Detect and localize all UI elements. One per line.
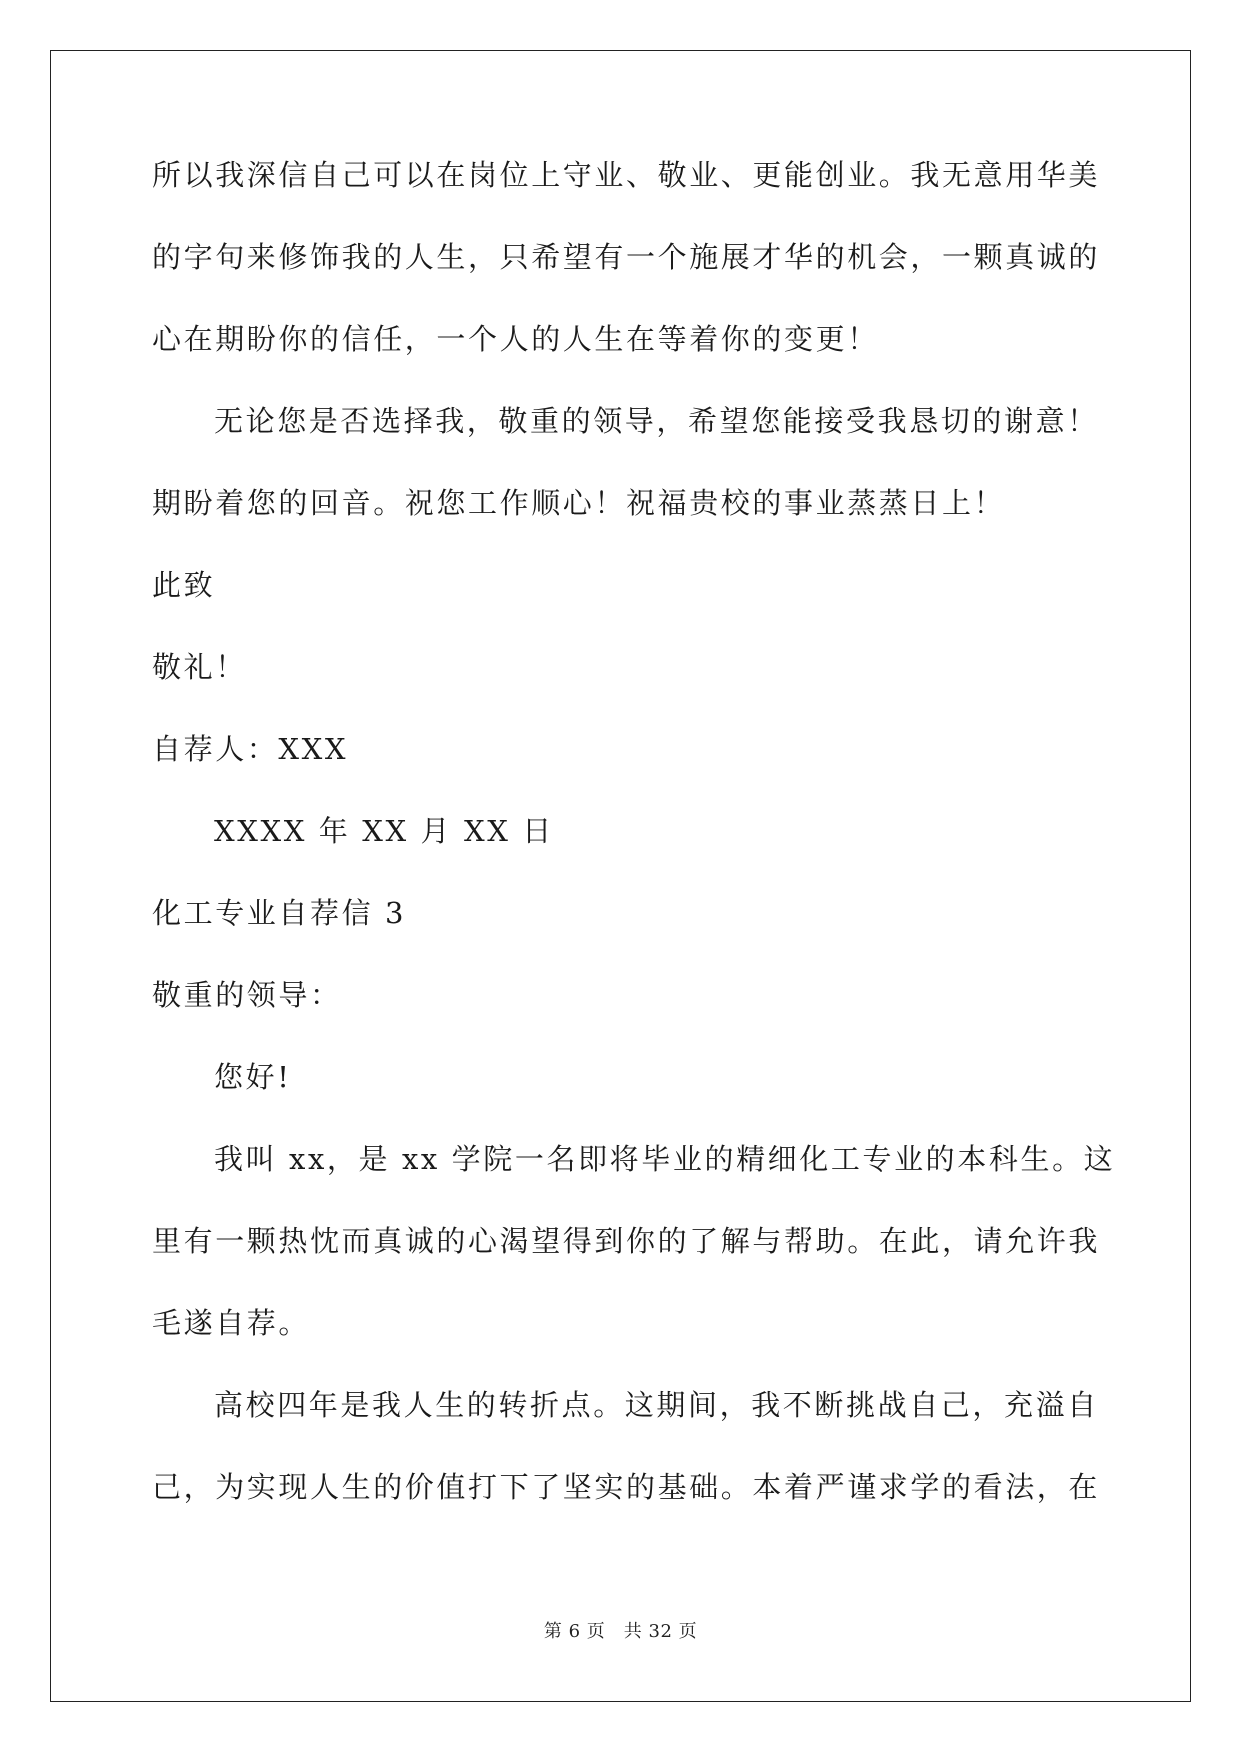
- text-line: 里有一颗热忱而真诚的心渴望得到你的了解与帮助。在此，请允许我: [152, 1224, 1101, 1258]
- text-line: 毛遂自荐。: [152, 1306, 311, 1340]
- signature-name: 自荐人：XXX: [152, 732, 349, 766]
- page-number: 第 6 页 共 32 页: [543, 1621, 698, 1642]
- closing-salutation: 此致: [152, 568, 216, 602]
- text-line: 的字句来修饰我的人生，只希望有一个施展才华的机会，一颗真诚的: [152, 240, 1101, 274]
- document-body: [152, 158, 1116, 1554]
- text-line: 期盼着您的回音。祝您工作顺心！祝福贵校的事业蒸蒸日上！: [152, 486, 1006, 520]
- text-line: 己，为实现人生的价值打下了坚实的基础。本着严谨求学的看法，在: [152, 1470, 1101, 1504]
- greeting: 敬重的领导：: [152, 978, 342, 1012]
- greeting-hello: 您好!: [214, 1060, 292, 1094]
- text-line: 心在期盼你的信任，一个人的人生在等着你的变更！: [152, 322, 879, 356]
- section-heading: 化工专业自荐信 3: [152, 896, 407, 930]
- text-line: 我叫 xx，是 xx 学院一名即将毕业的精细化工专业的本科生。这: [214, 1142, 1116, 1176]
- text-line: 无论您是否选择我，敬重的领导，希望您能接受我恳切的谢意！: [214, 404, 1099, 438]
- text-line: 所以我深信自己可以在岗位上守业、敬业、更能创业。我无意用华美: [152, 158, 1101, 192]
- signature-date: XXXX 年 XX 月 XX 日: [214, 814, 554, 848]
- closing-regards: 敬礼！: [152, 650, 247, 684]
- text-line: 高校四年是我人生的转折点。这期间，我不断挑战自己，充溢自: [214, 1388, 1099, 1422]
